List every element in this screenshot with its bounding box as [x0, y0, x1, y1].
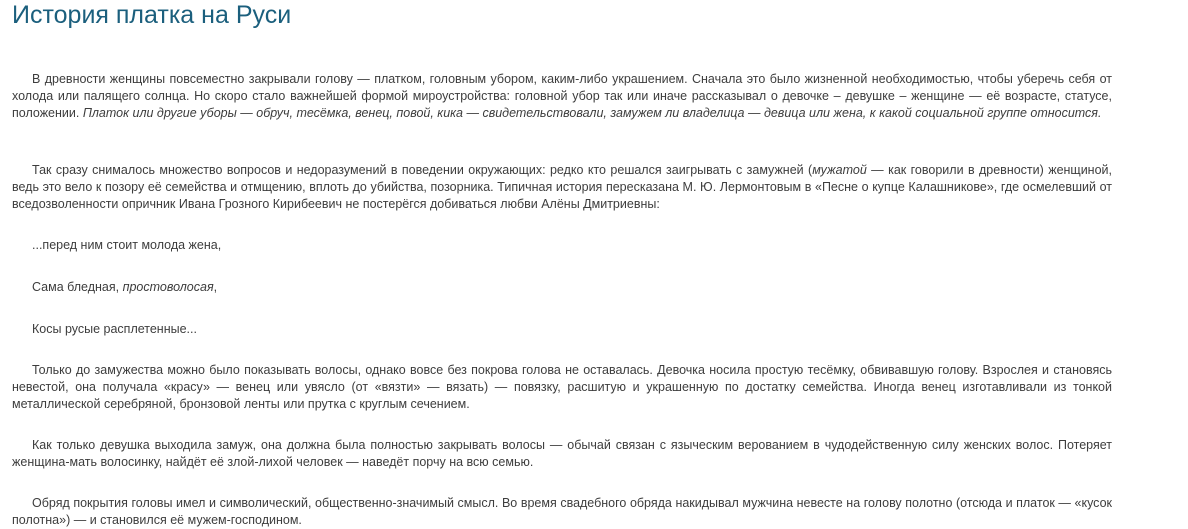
paragraph-2-text-c: — как говорили в древности) женщиной, ведь это вело к позору её семейства и отмщению, вплоть до убийства, позорника. Типичная история пересказана М. Ю. Лермонтовым в «Песне о купце Калашникове», где осмелевший от вседозволенности опричник Ивана Грозного Кирибеевич не постерёгся добиваться любви Алёны Дмитриевны: — [12, 163, 1112, 211]
paragraph-1-text: В древности женщины повсеместно закрывали голову — платком, головным убором, каким-либо украшением. Сначала это было жизненной необходимостью, чтобы уберечь себя от холода или палящего солнца. Но скоро стало важнейшей формой мироустройства: головной убор так или иначе рассказывал о девочке – девушке – женщине — её возрасте, статусе, положении. — [12, 72, 1112, 120]
page-title: История платка на Руси — [12, 1, 292, 29]
paragraph-4: Как только девушка выходила замуж, она должна была полностью закрывать волосы — обычай связан с языческим верованием в чудодейственную силу женских волос. Потеряет женщина-мать волосинку, найдёт её злой-лихой человек — наведёт порчу на всю семью. — [12, 438, 1112, 469]
paragraph-2 — [12, 162, 1112, 213]
paragraph-5: Обряд покрытия головы имел и символический, общественно-значимый смысл. Во время свадебного обряда накидывал мужчина невесте на голову полотно (отсюда и платок — «кусок полотна») — и становился её мужем-господином. — [12, 496, 1112, 527]
verse-line-2 — [12, 279, 1112, 296]
verse-line-2-italic: простоволосая — [122, 280, 214, 294]
verse-line-2-text: Сама бледная, — [32, 280, 123, 294]
paragraph-2-text-a: Так сразу снималось множество вопросов и недоразумений в поведении окружающих: редко кто решался заигрывать с замужней ( — [32, 163, 813, 177]
verse-line-1: ...перед ним стоит молода жена, — [32, 238, 222, 252]
paragraph-1-italic: Платок или другие уборы — обруч, тесёмка, венец, повой, кика — свидетельствовали, замужем ли владелица — девица или жена, к какой социальной группе относится. — [82, 106, 1102, 120]
paragraph-1 — [12, 71, 1112, 122]
paragraph-2-italic: мужатой — [812, 163, 867, 177]
verse-line-2-end: , — [213, 280, 218, 294]
verse-line-3: Косы русые расплетенные... — [32, 322, 197, 336]
paragraph-3: Только до замужества можно было показывать волосы, однако вовсе без покрова голова не оставалась. Девочка носила простую тесёмку, обвивавшую голову. Взрослея и становясь невестой, она получала «красу» — венец или увясло (от «вязти» — вязать) — повязку, расшитую и украшенную по достатку семейства. Иногда венец изготавливали из тонкой металлической серебряной, бронзовой ленты или прутка с круглым сечением. — [12, 363, 1112, 411]
